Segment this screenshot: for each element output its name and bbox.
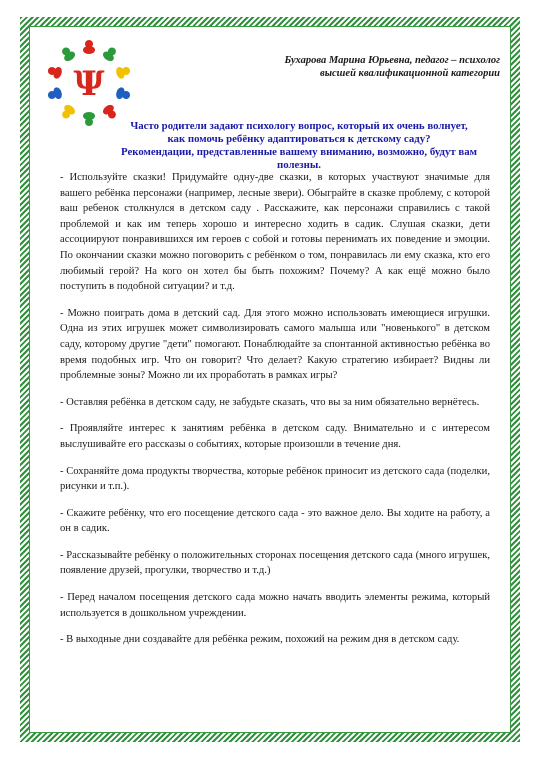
recommendation-item: - Можно поиграть дома в детский сад. Для этого можно использовать имеющиеся игрушки. Одна из этих игрушек может символизировать самого малыша или "новенького" в детском саду, которому другие "дети" помогают. Понаблюдайте за спонтанной активностью ребёнка во время подобных игр. Что он говорит? Что делает? Какую стратегию избирает? Видны ли проблемные зоны? Можно ли их проработать в рамках игры? [60, 307, 490, 382]
recommendations [60, 170, 490, 659]
psychology-logo-icon [46, 40, 132, 126]
psi-symbol: Ψ [73, 64, 105, 104]
recommendation-item: - В выходные дни создавайте для ребёнка режим, похожий на режим дня в детском саду. [60, 634, 460, 646]
author-qualification: высшей квалификационной категории [320, 68, 500, 79]
figure-body [83, 46, 95, 54]
author-block [240, 54, 500, 80]
headline-line-1: Часто родители задают психологу вопрос, который их очень волнует, [130, 120, 468, 132]
recommendation-item: - Скажите ребёнку, что его посещение детского сада - это важное дело. Вы ходите на работу, а он в садик. [60, 507, 490, 535]
recommendation-item: - Сохраняйте дома продукты творчества, которые ребёнок приносит из детского сада (поделки, рисунки и т.п.). [60, 465, 490, 493]
figure-body [83, 112, 95, 120]
headline [100, 120, 498, 172]
headline-line-3: Рекомендации, представленные вашему вниманию, возможно, будут вам полезны. [121, 146, 477, 171]
recommendation-item: - Проявляйте интерес к занятиям ребёнка в детском саду. Внимательно и с интересом выслушивайте его рассказы о событиях, которые произошли в течение дня. [60, 423, 490, 450]
author-name: Бухарова Марина Юрьевна, педагог – психолог [284, 55, 500, 66]
recommendation-item: - Оставляя ребёнка в детском саду, не забудьте сказать, что вы за ним обязательно вернётесь. [60, 396, 480, 408]
recommendation-item: - Рассказывайте ребёнку о положительных сторонах посещения детского сада (много игрушек, появление друзей, прогулки, творчество и т.д.) [60, 549, 490, 577]
recommendation-item: - Используйте сказки! Придумайте одну-две сказки, в которых участвуют значимые для вашего ребёнка персонажи (например, лесные звери). Обыграйте в сказке проблему, с которой ваш ребенок столкнулся в детском саду . Расскажите, как персонажи справились с такой проблемой и как им теперь хорошо и интересно ходить в садик. Слушая сказки, дети ассоциируют понравившихся им героев с собой и готовы перенимать их поведение и эмоции. По окончании сказки можно поговорить с ребёнком о том, понравилась ли ему сказка, кто его любимый герой? На кого он хотел бы быть похожим? Почему? А как ещё можно было поступить в подобной ситуации? и т.д. [60, 172, 490, 293]
recommendation-item: - Перед началом посещения детского сада можно начать вводить элементы режима, который используется в дошкольном учреждении. [60, 592, 490, 619]
headline-line-2: как помочь ребёнку адаптироваться к детскому саду? [167, 133, 431, 145]
